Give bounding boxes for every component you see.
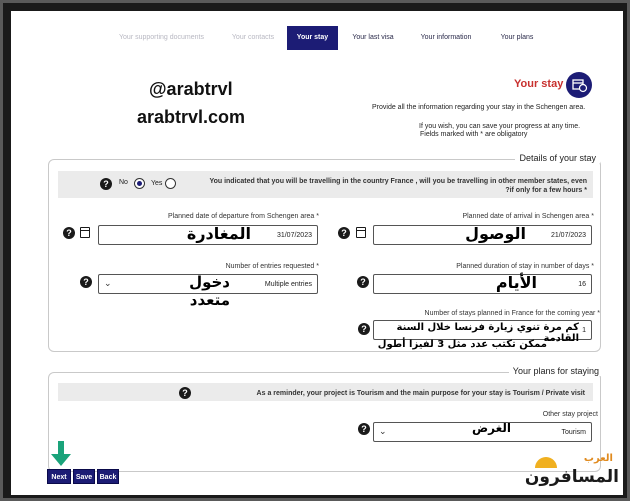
help-icon[interactable]: ? xyxy=(80,276,92,288)
save-hint: If you wish, you can save your progress at any time. xyxy=(419,123,581,130)
travel-question-bar xyxy=(58,171,593,198)
save-button[interactable]: Save xyxy=(73,469,95,484)
calendar-clock-icon xyxy=(566,72,592,98)
details-legend: Details of your stay xyxy=(515,153,600,163)
stays-note-2: ممكن تكتب عدد مثل 3 لفيزا أطول xyxy=(377,339,547,350)
chevron-down-icon: ⌄ xyxy=(104,278,112,288)
stays-label: Number of stays planned in France for the coming year * xyxy=(424,310,600,317)
duration-input[interactable]: 16 xyxy=(373,274,592,294)
chevron-down-icon: ⌄ xyxy=(379,426,387,436)
project-label: Other stay project xyxy=(542,411,598,418)
logo-top-text: العرب xyxy=(583,453,613,464)
step-plans[interactable]: Your plans xyxy=(500,34,534,41)
reminder-text: As a reminder, your project is Tourism and the main purpose for your stay is Tourism / Private visit xyxy=(256,390,585,397)
reminder-bar xyxy=(58,383,593,401)
radio-no[interactable] xyxy=(134,178,145,189)
arrival-label: Planned date of arrival in Schengen area * xyxy=(462,213,594,220)
arrow-down-icon xyxy=(58,441,64,455)
step-navigation xyxy=(11,26,623,50)
form-page xyxy=(11,11,623,495)
details-section xyxy=(48,153,601,352)
help-icon[interactable]: ? xyxy=(357,276,369,288)
departure-note: المغادرة xyxy=(186,224,251,243)
intro-text: Provide all the information regarding your stay in the Schengen area. xyxy=(372,104,586,111)
project-select[interactable]: ⌄ Tourism xyxy=(373,422,592,442)
arrival-date-input[interactable]: 21/07/2023 xyxy=(373,225,592,245)
departure-date-input[interactable]: 31/07/2023 xyxy=(98,225,318,245)
image-frame xyxy=(3,3,627,498)
radio-yes[interactable] xyxy=(165,178,176,189)
page-title: Your stay xyxy=(514,78,564,90)
help-icon[interactable]: ? xyxy=(338,227,350,239)
help-icon[interactable]: ? xyxy=(179,387,191,399)
step-information[interactable]: Your information xyxy=(420,34,472,41)
calendar-icon[interactable] xyxy=(80,227,90,238)
entries-note: دخول متعدد xyxy=(189,273,230,309)
entries-select[interactable]: ⌄ Multiple entries xyxy=(98,274,318,294)
watermark-handle: @arabtrvl xyxy=(149,79,233,99)
back-button[interactable]: Back xyxy=(97,469,119,484)
project-note: الغرض xyxy=(472,421,511,435)
step-your-stay[interactable]: Your stay xyxy=(287,26,338,50)
duration-label: Planned duration of stay in number of days * xyxy=(456,263,594,270)
stays-input[interactable]: 1 xyxy=(373,320,592,340)
entries-label: Number of entries requested * xyxy=(225,263,319,270)
help-icon[interactable]: ? xyxy=(358,323,370,335)
watermark-site: arabtrvl.com xyxy=(137,107,246,127)
next-button[interactable]: Next xyxy=(47,469,71,484)
calendar-icon[interactable] xyxy=(356,227,366,238)
radio-yes-label: Yes xyxy=(151,180,163,187)
step-last-visa[interactable]: Your last visa xyxy=(352,34,394,41)
arrow-down-icon-head xyxy=(51,454,71,466)
stays-note-1: كم مرة تنوي زيارة فرنسا خلال السنة القادمة xyxy=(396,322,579,344)
step-supporting-documents[interactable]: Your supporting documents xyxy=(119,34,204,41)
departure-label: Planned date of departure from Schengen area * xyxy=(168,213,319,220)
logo-main-text: المسافرون xyxy=(524,467,619,487)
help-icon[interactable]: ? xyxy=(100,178,112,190)
arrival-note: الوصول xyxy=(465,224,526,243)
plans-legend: Your plans for staying xyxy=(509,366,603,376)
required-hint: Fields marked with * are obligatory xyxy=(420,131,528,138)
duration-note: الأيام xyxy=(495,273,537,292)
help-icon[interactable]: ? xyxy=(63,227,75,239)
travel-question: You indicated that you will be travelling in the country France , will you be travelling in other member states, even ?if only for a few hours * xyxy=(209,178,587,194)
site-logo xyxy=(521,453,621,493)
radio-no-label: No xyxy=(119,179,128,186)
step-contacts[interactable]: Your contacts xyxy=(231,34,275,41)
plans-section xyxy=(48,366,601,472)
help-icon[interactable]: ? xyxy=(358,423,370,435)
